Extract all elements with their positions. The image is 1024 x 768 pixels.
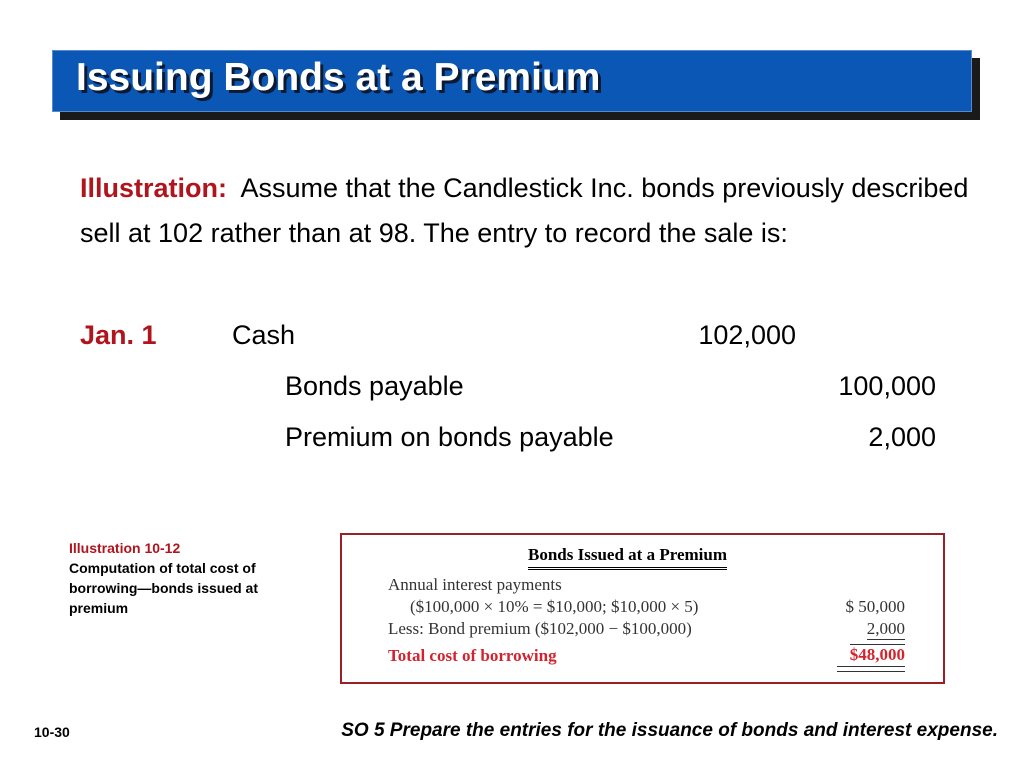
row-premium-label: Less: Bond premium ($102,000 − $100,000) (388, 619, 692, 638)
total-double-underline (837, 666, 905, 672)
debit-amount: 102,000 (698, 320, 796, 350)
intro-label: Illustration: (80, 173, 227, 203)
intro-text: Assume that the Candlestick Inc. bonds previously described sell at 102 rather than at 98. The entry to record the sale is: (80, 173, 969, 248)
credit-amount-premium: 2,000 (868, 422, 936, 452)
illustration-box (340, 533, 945, 684)
credit-account-premium: Premium on bonds payable (285, 422, 614, 452)
intro-paragraph (80, 166, 980, 256)
row-annual-interest-label: Annual interest payments (388, 575, 562, 594)
box-title: Bonds Issued at a Premium (528, 545, 727, 570)
row-total-amount: $48,000 (849, 645, 905, 664)
credit-account-bonds-payable: Bonds payable (285, 371, 464, 401)
illustration-number: Illustration 10-12 (69, 540, 181, 556)
illustration-caption (69, 538, 319, 618)
credit-amount-bonds-payable: 100,000 (838, 371, 936, 401)
row-interest-calc-label: ($100,000 × 10% = $10,000; $10,000 × 5) (410, 597, 699, 616)
illustration-description: Computation of total cost of borrowing—bonds issued at premium (69, 560, 259, 616)
slide-number: 10-30 (34, 724, 70, 740)
entry-date: Jan. 1 (80, 320, 157, 350)
row-interest-calc-amount: $ 50,000 (845, 597, 905, 616)
row-premium-amount: 2,000 (866, 619, 905, 638)
row-total-label: Total cost of borrowing (388, 646, 557, 665)
debit-account: Cash (232, 320, 296, 350)
slide-title: Issuing Bonds at a Premium (76, 56, 601, 99)
study-objective: SO 5 Prepare the entries for the issuance of bonds and interest expense. (341, 720, 998, 741)
